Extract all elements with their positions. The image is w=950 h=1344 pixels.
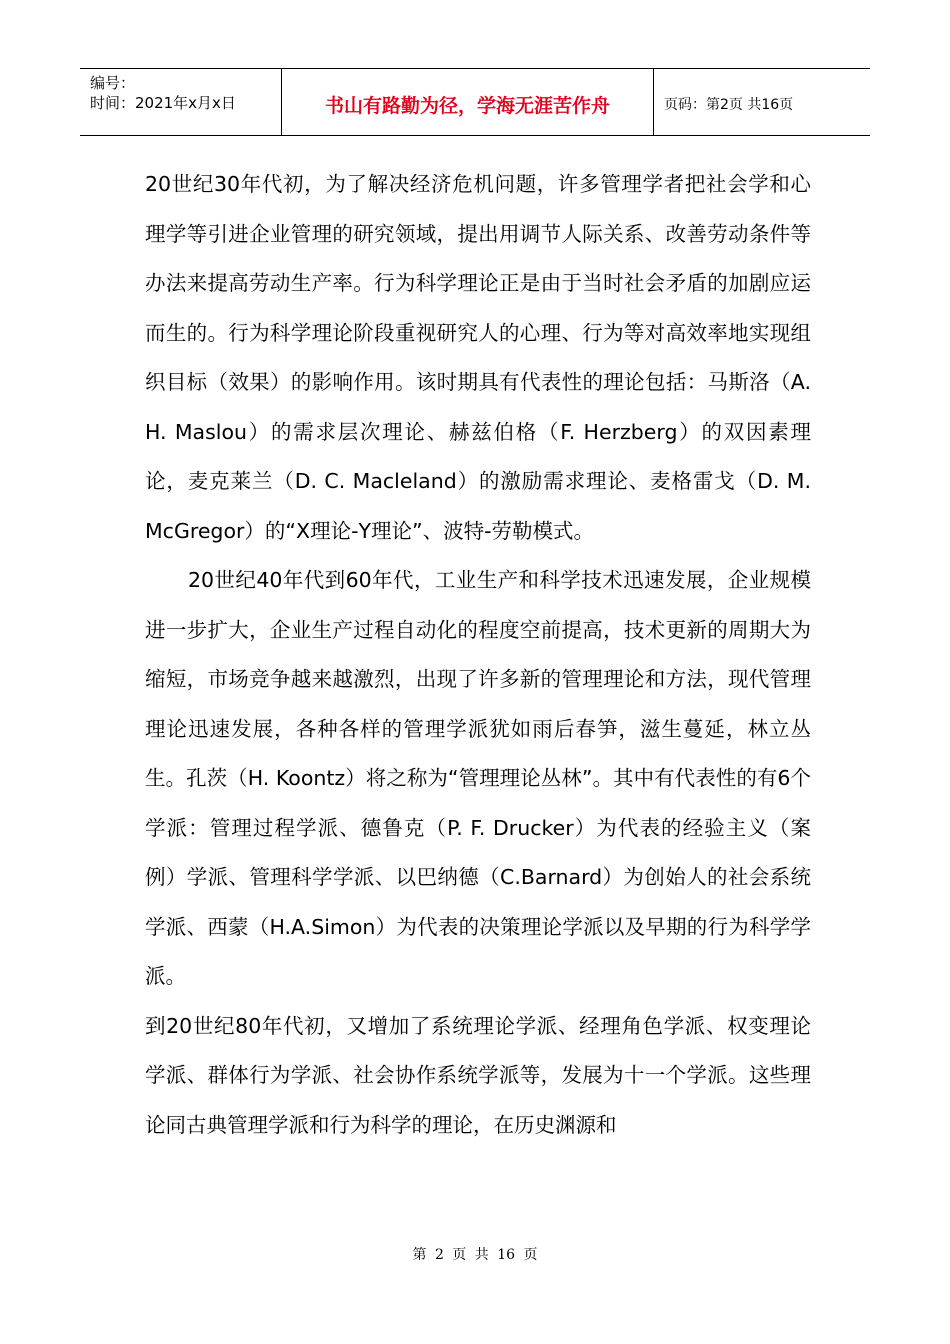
header-motto-cell <box>282 69 654 135</box>
paragraph: 20世纪40年代到60年代，工业生产和科学技术迅速发展，企业规模进一步扩大，企业生产过程自动化的程度空前提高，技术更新的周期大为缩短，市场竞争越来越激烈，出现了许多新的管理理论和方法，现代管理理论迅速发展，各种各样的管理学派犹如雨后春笋，滋生蔓延，林立丛生。孔茨（H. Koontz）将之称为“管理理论丛林”。其中有代表性的有6个学派：管理过程学派、德鲁克（P. F. Drucker）为代表的经验主义（案例）学派、管理科学学派、以巴纳德（C.Barnard）为创始人的社会系统学派、西蒙（H.A.Simon）为代表的决策理论学派以及早期的行为科学学派。 <box>145 568 811 988</box>
paragraph: 20世纪30年代初，为了解决经济危机问题，许多管理学者把社会学和心理学等引进企业管理的研究领域，提出用调节人际关系、改善劳动条件等办法来提高劳动生产率。行为科学理论正是由于当时社会矛盾的加剧应运而生的。行为科学理论阶段重视研究人的心理、行为等对高效率地实现组织目标（效果）的影响作用。该时期具有代表性的理论包括：马斯洛（A. H. Maslou）的需求层次理论、赫兹伯格（F. Herzberg）的双因素理论，麦克莱兰（D. C. Macleland）的激励需求理论、麦格雷戈（D. M. McGregor）的“X理论-Y理论”、波特-劳勒模式。 <box>145 172 811 543</box>
document-date-label: 时间：2021年x月x日 <box>90 94 236 112</box>
header-motto: 书山有路勤为径，学海无涯苦作舟 <box>324 94 610 117</box>
document-number-label: 编号： <box>90 74 136 92</box>
document-header <box>80 68 870 136</box>
header-page-cell <box>654 69 870 135</box>
document-body <box>145 160 811 1150</box>
header-page-code: 页码：第2页 共16页 <box>664 97 794 113</box>
header-meta-cell <box>80 69 282 135</box>
page-footer: 第 2 页 共 16 页 <box>412 1247 538 1263</box>
paragraph: 到20世纪80年代初，又增加了系统理论学派、经理角色学派、权变理论学派、群体行为学派、社会协作系统学派等，发展为十一个学派。这些理论同古典管理学派和行为科学的理论，在历史渊源和 <box>145 1013 811 1137</box>
